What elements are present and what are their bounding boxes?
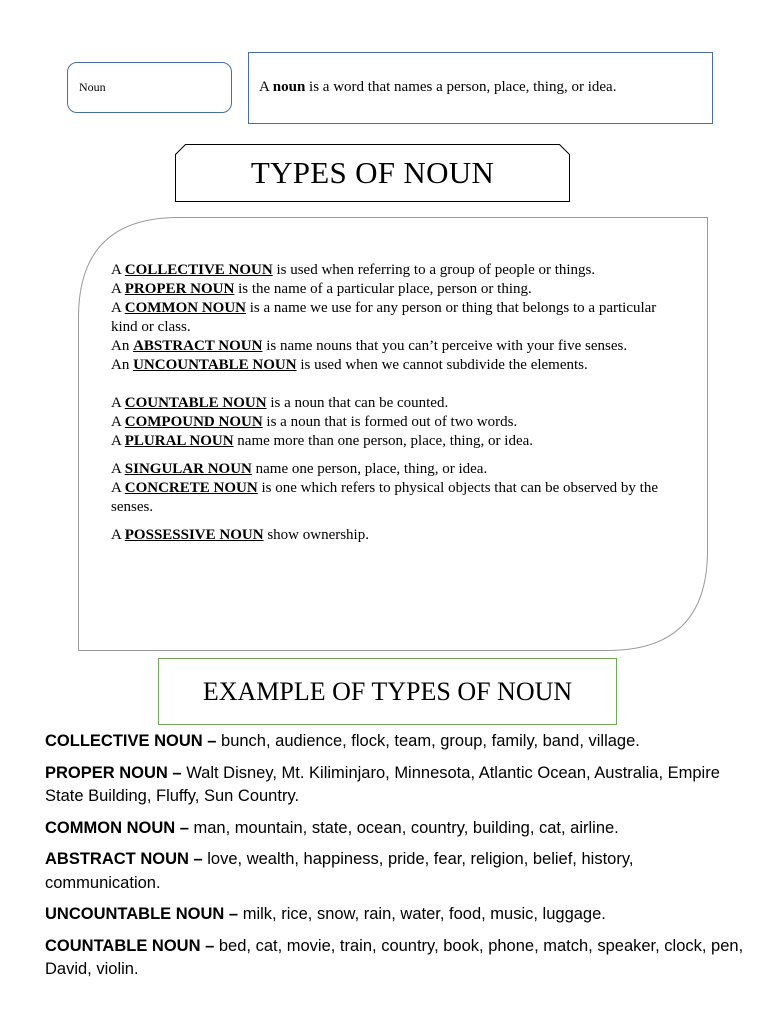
definition-prefix: A: [259, 79, 273, 95]
type-article: A: [111, 461, 125, 477]
example-abstract: [45, 848, 745, 895]
type-term: SINGULAR NOUN: [124, 461, 252, 477]
type-item-common: [111, 299, 681, 337]
type-article: An: [111, 357, 134, 373]
example-term: ABSTRACT NOUN –: [45, 850, 203, 868]
type-term: COLLECTIVE NOUN: [124, 262, 273, 278]
type-article: A: [111, 395, 125, 411]
type-item-proper: [111, 280, 681, 299]
type-article: A: [111, 433, 125, 449]
type-article: A: [111, 480, 125, 496]
example-proper: [45, 762, 745, 809]
spacer: [111, 517, 681, 526]
examples-list: [45, 730, 745, 990]
example-term: COUNTABLE NOUN –: [45, 936, 215, 955]
example-term: PROPER NOUN –: [45, 763, 182, 782]
example-countable: [45, 935, 745, 982]
example-term: COMMON NOUN –: [45, 818, 189, 837]
type-item-countable: [111, 394, 681, 413]
spacer: [111, 451, 681, 460]
type-article: A: [111, 527, 125, 543]
type-term: PROPER NOUN: [124, 281, 235, 297]
type-desc: is used when we cannot subdivide the elements.: [296, 357, 588, 373]
type-term: COMMON NOUN: [124, 300, 246, 316]
example-term: UNCOUNTABLE NOUN –: [45, 905, 239, 923]
example-uncountable: [45, 903, 745, 927]
type-article: A: [111, 414, 125, 430]
type-desc: is a name we use for any person or thing that belongs to a particular kind or class.: [111, 300, 657, 335]
example-text: man, mountain, state, ocean, country, building, cat, airline.: [188, 818, 619, 837]
type-term: UNCOUNTABLE NOUN: [133, 357, 297, 373]
type-term: PLURAL NOUN: [124, 433, 234, 449]
example-text: bunch, audience, flock, team, group, family, band, village.: [216, 732, 640, 750]
example-text: bed, cat, movie, train, country, book, phone, match, speaker, clock, pen, David, violin.: [45, 936, 744, 978]
type-desc: is a noun that is formed out of two words.: [262, 414, 518, 430]
definition-box: [248, 52, 713, 124]
type-item-abstract: [111, 337, 681, 356]
type-desc: is name nouns that you can’t perceive with your five senses.: [262, 338, 628, 354]
definition-rest: is a word that names a person, place, thing, or idea.: [305, 79, 617, 95]
types-list: [111, 261, 681, 545]
type-desc: name one person, place, thing, or idea.: [251, 461, 488, 477]
example-collective: [45, 730, 745, 754]
definition-term: noun: [272, 79, 306, 95]
type-desc: is a noun that can be counted.: [266, 395, 449, 411]
type-item-uncountable: [111, 356, 681, 375]
type-desc: is the name of a particular place, person or thing.: [234, 281, 532, 297]
type-article: A: [111, 300, 125, 316]
types-panel: [78, 217, 708, 651]
type-desc: is used when referring to a group of people or things.: [272, 262, 596, 278]
example-term: COLLECTIVE NOUN –: [45, 732, 217, 750]
spacer: [111, 375, 681, 394]
example-text: love, wealth, happiness, pride, fear, religion, belief, history, communication.: [45, 850, 634, 892]
example-title: EXAMPLE OF TYPES OF NOUN: [202, 677, 573, 706]
types-title-box: [175, 144, 570, 202]
example-text: milk, rice, snow, rain, water, food, music, luggage.: [238, 905, 606, 923]
type-desc: name more than one person, place, thing, or idea.: [233, 433, 534, 449]
type-term: ABSTRACT NOUN: [133, 338, 263, 354]
noun-label-box: [67, 62, 232, 113]
type-item-compound: [111, 413, 681, 432]
type-term: COUNTABLE NOUN: [124, 395, 267, 411]
noun-label: Noun: [79, 80, 106, 94]
type-item-collective: [111, 261, 681, 280]
type-item-concrete: [111, 479, 681, 517]
type-article: A: [111, 281, 125, 297]
example-common: [45, 817, 745, 841]
type-item-singular: [111, 460, 681, 479]
example-text: Walt Disney, Mt. Kiliminjaro, Minnesota, Atlantic Ocean, Australia, Empire State Building, Fluffy, Sun Country.: [45, 763, 720, 805]
type-article: An: [111, 338, 134, 354]
definition-text: [259, 79, 616, 96]
type-article: A: [111, 262, 125, 278]
example-title-box: [158, 658, 617, 725]
type-term: CONCRETE NOUN: [124, 480, 258, 496]
type-item-possessive: [111, 526, 681, 545]
type-desc: show ownership.: [263, 527, 369, 543]
type-term: POSSESSIVE NOUN: [124, 527, 264, 543]
types-title: TYPES OF NOUN: [250, 155, 495, 190]
type-desc: is one which refers to physical objects that can be observed by the senses.: [111, 480, 658, 515]
type-item-plural: [111, 432, 681, 451]
type-term: COMPOUND NOUN: [124, 414, 263, 430]
